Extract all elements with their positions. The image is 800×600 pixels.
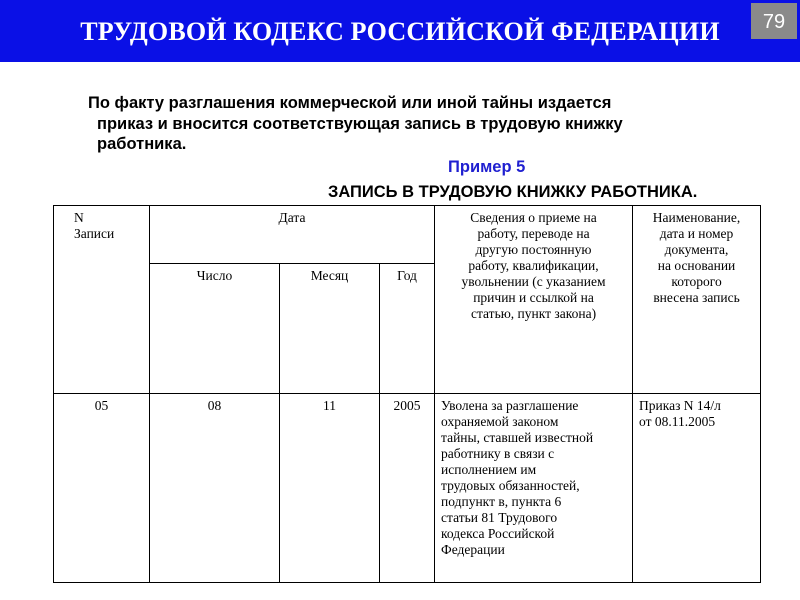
header-year: Год <box>380 264 435 394</box>
intro-paragraph <box>88 93 778 155</box>
cell-record-no: 05 <box>54 394 150 583</box>
cell-basis: Приказ N 14/л от 08.11.2005 <box>633 394 761 583</box>
intro-line: приказ и вносится соответствующая запись в трудовую книжку <box>97 114 623 133</box>
header-record-no: N Записи <box>54 206 150 394</box>
slide-title: ТРУДОВОЙ КОДЕКС РОССИЙСКОЙ ФЕДЕРАЦИИ <box>80 17 720 46</box>
intro-line: По факту разглашения коммерческой или иной тайны издается <box>88 94 612 112</box>
header-month: Месяц <box>280 264 380 394</box>
work-book-table <box>53 205 761 583</box>
cell-info: Уволена за разглашение охраняемой законом тайны, ставшей известной работнику в связи с исполнением им трудовых обязанностей, подпункт в, пункта 6 статьи 81 Трудового кодекса Российской Федерации <box>435 394 633 583</box>
table-header-row <box>54 206 761 264</box>
section-subtitle: ЗАПИСЬ В ТРУДОВУЮ КНИЖКУ РАБОТНИКА. <box>328 183 698 201</box>
page-number-badge: 79 <box>751 3 797 39</box>
cell-month: 11 <box>280 394 380 583</box>
cell-year: 2005 <box>380 394 435 583</box>
intro-line: работника. <box>97 135 187 153</box>
header-day: Число <box>150 264 280 394</box>
example-label: Пример 5 <box>448 158 526 176</box>
header-date: Дата <box>150 206 435 264</box>
header-info: Сведения о приеме на работу, переводе на другую постоянную работу, квалификации, увольнении (с указанием причин и ссылкой на статью, пункт закона) <box>435 206 633 394</box>
cell-day: 08 <box>150 394 280 583</box>
table-row <box>54 394 761 583</box>
header-basis: Наименование, дата и номер документа, на основании которого внесена запись <box>633 206 761 394</box>
